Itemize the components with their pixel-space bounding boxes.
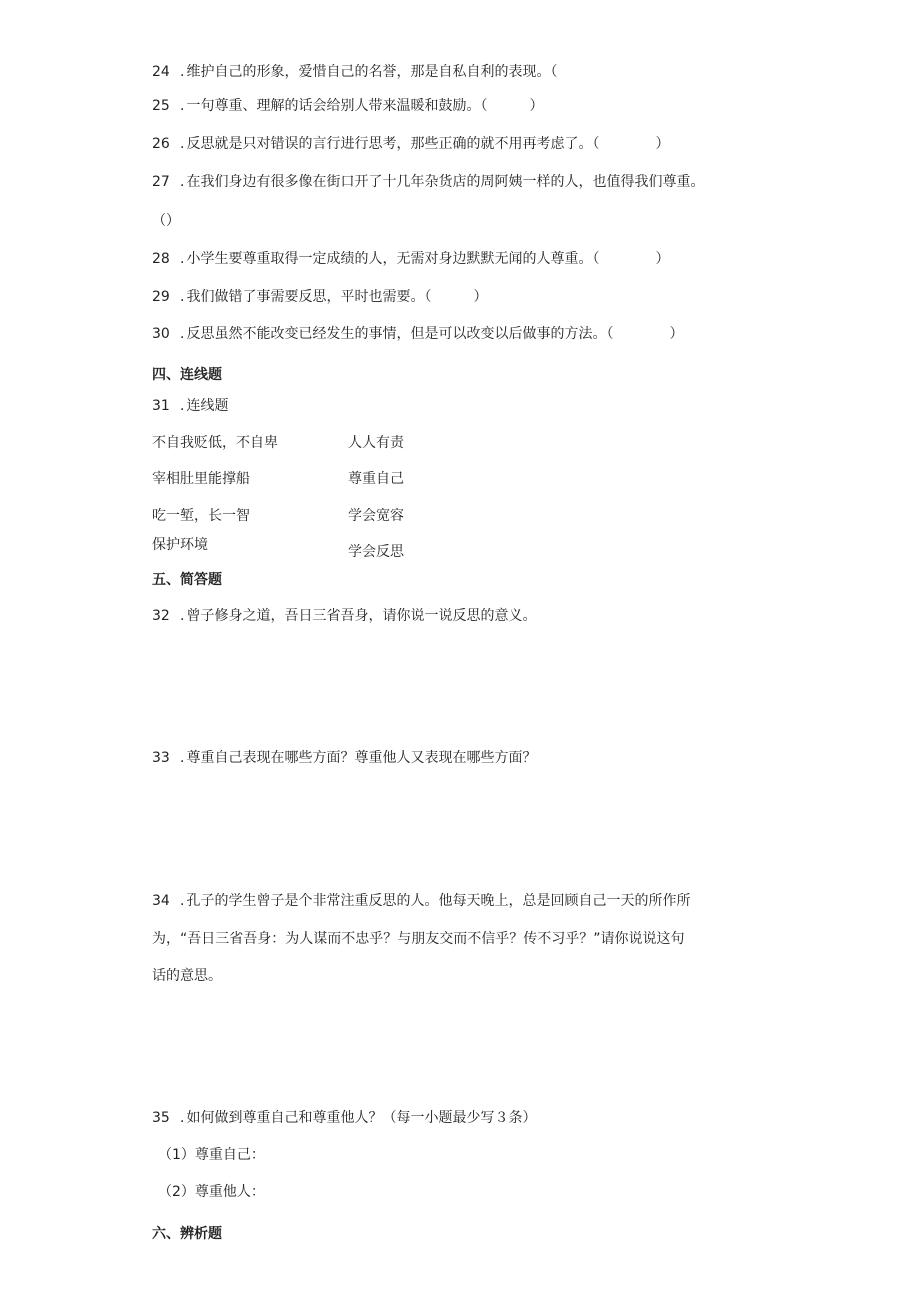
question-text: 反思虽然不能改变已经发生的事情，但是可以改变以后做事的方法。（ ） <box>186 326 684 342</box>
match-right-item[interactable]: 学会反思 <box>348 544 404 560</box>
question-text: 小学生要尊重取得一定成绩的人，无需对身边默默无闻的人尊重。（ ） <box>186 251 670 267</box>
question-31: 31 . 连线题 <box>152 398 229 414</box>
question-27: 27 . 在我们身边有很多像在街口开了十几年杂货店的周阿姨一样的人，也值得我们尊重。 <box>152 174 705 190</box>
section-title-short-answer: 五、简答题 <box>152 572 222 588</box>
question-number: 25 <box>152 98 170 114</box>
question-text: 一句尊重、理解的话会给别人带来温暖和鼓励。（ ） <box>186 98 544 114</box>
question-35-sub-2: （2）尊重他人： <box>158 1184 265 1200</box>
question-number: 29 <box>152 289 170 305</box>
question-text: 曾子修身之道，吾日三省吾身，请你说一说反思的意义。 <box>186 608 537 624</box>
question-number: 27 <box>152 174 170 190</box>
question-number: 30 <box>152 326 170 342</box>
question-34: 34 . 孔子的学生曾子是个非常注重反思的人。他每天晚上，总是回顾自己一天的所作所 <box>152 893 691 909</box>
question-text: 维护自己的形象，爱惜自己的名誉，那是自私自利的表现。（ <box>186 64 558 80</box>
question-number: 28 <box>152 251 170 267</box>
section-title-analysis: 六、辨析题 <box>152 1226 222 1242</box>
question-35-sub-1: （1）尊重自己： <box>158 1147 265 1163</box>
match-left-item[interactable]: 吃一堑，长一智 <box>152 508 250 524</box>
question-35: 35 . 如何做到尊重自己和尊重他人？（每一小题最少写３条） <box>152 1110 537 1126</box>
question-34-line-2: 为，“吾日三省吾身：为人谋而不忠乎？与朋友交而不信乎？传不习乎？”请你说说这句 <box>152 931 685 947</box>
match-right-item[interactable]: 人人有责 <box>348 435 404 451</box>
match-right-item[interactable]: 学会宽容 <box>348 508 404 524</box>
question-number: 35 <box>152 1110 170 1126</box>
match-right-item[interactable]: 尊重自己 <box>348 471 404 487</box>
question-number: 32 <box>152 608 170 624</box>
question-33: 33 . 尊重自己表现在哪些方面？尊重他人又表现在哪些方面？ <box>152 750 537 766</box>
question-number: 24 <box>152 64 170 80</box>
question-number: 31 <box>152 398 170 414</box>
section-title-matching: 四、连线题 <box>152 367 222 383</box>
question-text: 如何做到尊重自己和尊重他人？（每一小题最少写３条） <box>186 1110 537 1126</box>
question-32: 32 . 曾子修身之道，吾日三省吾身，请你说一说反思的意义。 <box>152 608 537 624</box>
match-left-item[interactable]: 保护环境 <box>152 537 208 553</box>
question-text: 孔子的学生曾子是个非常注重反思的人。他每天晚上，总是回顾自己一天的所作所 <box>186 893 691 909</box>
question-text: 连线题 <box>186 398 229 414</box>
question-25: 25 . 一句尊重、理解的话会给别人带来温暖和鼓励。（ ） <box>152 98 544 114</box>
question-24: 24 . 维护自己的形象，爱惜自己的名誉，那是自私自利的表现。（ <box>152 64 558 80</box>
question-30: 30 . 反思虽然不能改变已经发生的事情，但是可以改变以后做事的方法。（ ） <box>152 326 684 342</box>
question-number: 33 <box>152 750 170 766</box>
question-number: 34 <box>152 893 170 909</box>
question-text: 我们做错了事需要反思，平时也需要。（ ） <box>186 289 488 305</box>
question-27-answer-bracket: （） <box>152 213 180 229</box>
question-text: 在我们身边有很多像在街口开了十几年杂货店的周阿姨一样的人，也值得我们尊重。 <box>186 174 705 190</box>
question-29: 29 . 我们做错了事需要反思，平时也需要。（ ） <box>152 289 488 305</box>
question-text: 反思就是只对错误的言行进行思考，那些正确的就不用再考虑了。（ ） <box>186 136 670 152</box>
question-text: 尊重自己表现在哪些方面？尊重他人又表现在哪些方面？ <box>186 750 537 766</box>
match-left-item[interactable]: 宰相肚里能撑船 <box>152 471 250 487</box>
question-26: 26 . 反思就是只对错误的言行进行思考，那些正确的就不用再考虑了。（ ） <box>152 136 670 152</box>
question-28: 28 . 小学生要尊重取得一定成绩的人，无需对身边默默无闻的人尊重。（ ） <box>152 251 670 267</box>
match-left-item[interactable]: 不自我贬低，不自卑 <box>152 435 278 451</box>
question-number: 26 <box>152 136 170 152</box>
question-34-line-3: 话的意思。 <box>152 968 222 984</box>
